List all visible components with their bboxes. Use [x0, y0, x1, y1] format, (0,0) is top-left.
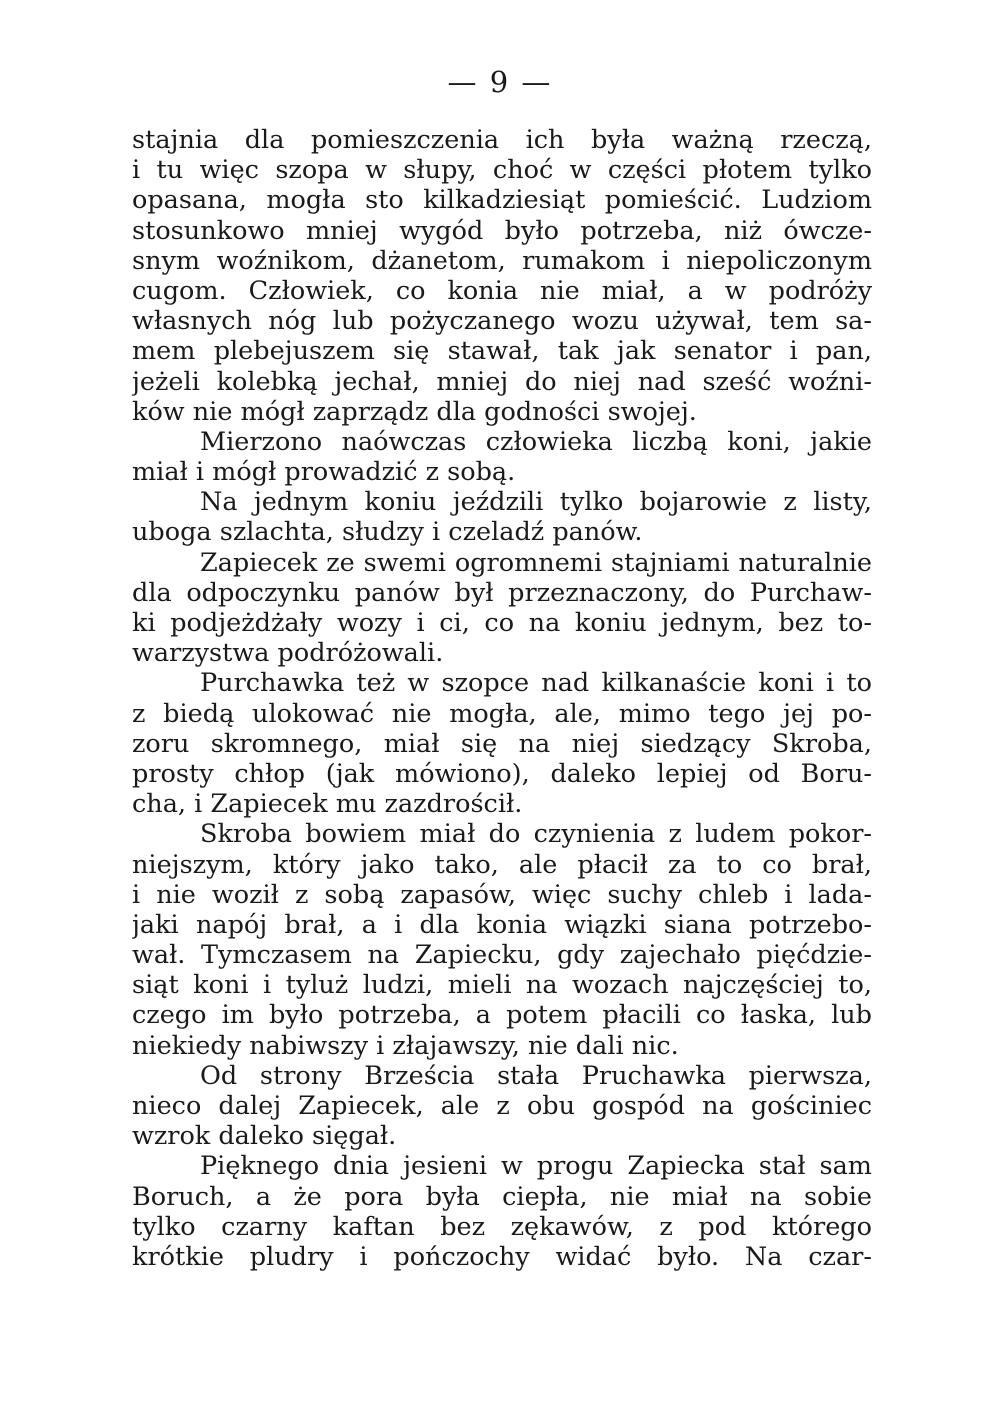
text-line: i tu więc szopa w słupy, choć w części płotem tylko: [132, 155, 872, 186]
text-line: krótkie pludry i pończochy widać było. Na czar-: [132, 1241, 872, 1272]
page-number: — 9 —: [447, 65, 553, 99]
text-line: stosunkowo mniej wygód było potrzeba, niż ówcze-: [132, 215, 872, 246]
text-line: Skroba bowiem miał do czynienia z ludem pokor-: [200, 819, 872, 850]
text-line: tylko czarny kaftan bez zękawów, z pod którego: [132, 1211, 872, 1242]
text-line: prosty chłop (jak mówiono), daleko lepiej od Boru-: [132, 758, 872, 789]
text-line: wzrok daleko sięgał.: [132, 1121, 397, 1152]
text-line: warzystwa podróżowali.: [132, 638, 444, 669]
text-line: snym woźnikom, dżanetom, rumakom i niepoliczonym: [132, 245, 872, 276]
text-line: wał. Tymczasem na Zapiecku, gdy zajechało pięćdzie-: [132, 940, 872, 971]
body-text: [132, 125, 872, 1272]
text-line: opasana, mogła sto kilkadziesiąt pomieścić. Ludziom: [132, 185, 872, 216]
text-line: cha, i Zapiecek mu zazdrościł.: [132, 789, 523, 820]
text-line: jeżeli kolebką jechał, mniej do niej nad sześć woźni-: [132, 366, 872, 397]
text-line: i nie woził z sobą zapasów, więc suchy chleb i lada-: [132, 879, 872, 910]
text-line: mem plebejuszem się stawał, tak jak senator i pan,: [132, 336, 872, 367]
text-line: dla odpoczynku panów był przeznaczony, do Purchaw-: [132, 577, 872, 608]
text-line: jaki napój brał, a i dla konia wiązki siana potrzebo-: [132, 909, 872, 940]
text-line: Purchawka też w szopce nad kilkanaście koni i to: [200, 668, 872, 699]
text-line: cugom. Człowiek, co konia nie miał, a w podróży: [132, 275, 872, 306]
text-line: Boruch, a że pora była ciepła, nie miał na sobie: [132, 1181, 872, 1212]
text-line: Zapiecek ze swemi ogromnemi stajniami naturalnie: [200, 547, 872, 578]
text-line: Pięknego dnia jesieni w progu Zapiecka stał sam: [200, 1151, 872, 1182]
text-line: siąt koni i tyluż ludzi, mieli na wozach najczęściej to,: [132, 970, 872, 1001]
text-line: własnych nóg lub pożyczanego wozu używał, tem sa-: [132, 306, 872, 337]
text-line: Mierzono naówczas człowieka liczbą koni, jakie: [200, 426, 872, 457]
text-line: stajnia dla pomieszczenia ich była ważną rzeczą,: [132, 125, 872, 155]
text-line: niekiedy nabiwszy i złajawszy, nie dali nic.: [132, 1030, 679, 1061]
text-line: ki podjeżdżały wozy i ci, co na koniu jednym, bez to-: [132, 608, 872, 638]
text-line: niejszym, który jako tako, ale płacił za to co brał,: [132, 849, 872, 880]
text-line: czego im było potrzeba, a potem płacili co łaska, lub: [132, 1000, 872, 1031]
text-line: zoru skromnego, miał się na niej siedzący Skroba,: [132, 728, 872, 759]
text-line: ków nie mógł zaprządz dla godności swojej.: [132, 396, 697, 427]
text-line: uboga szlachta, słudzy i czeladź panów.: [132, 517, 643, 548]
text-line: nieco dalej Zapiecek, ale z obu gospód na gościniec: [132, 1091, 872, 1121]
text-line: Od strony Brześcia stała Pruchawka pierwsza,: [200, 1060, 872, 1091]
text-line: miał i mógł prowadzić z sobą.: [132, 457, 516, 488]
text-line: Na jednym koniu jeździli tylko bojarowie z listy,: [200, 487, 872, 518]
text-line: z biedą ulokować nie mogła, ale, mimo tego jej po-: [132, 698, 872, 729]
